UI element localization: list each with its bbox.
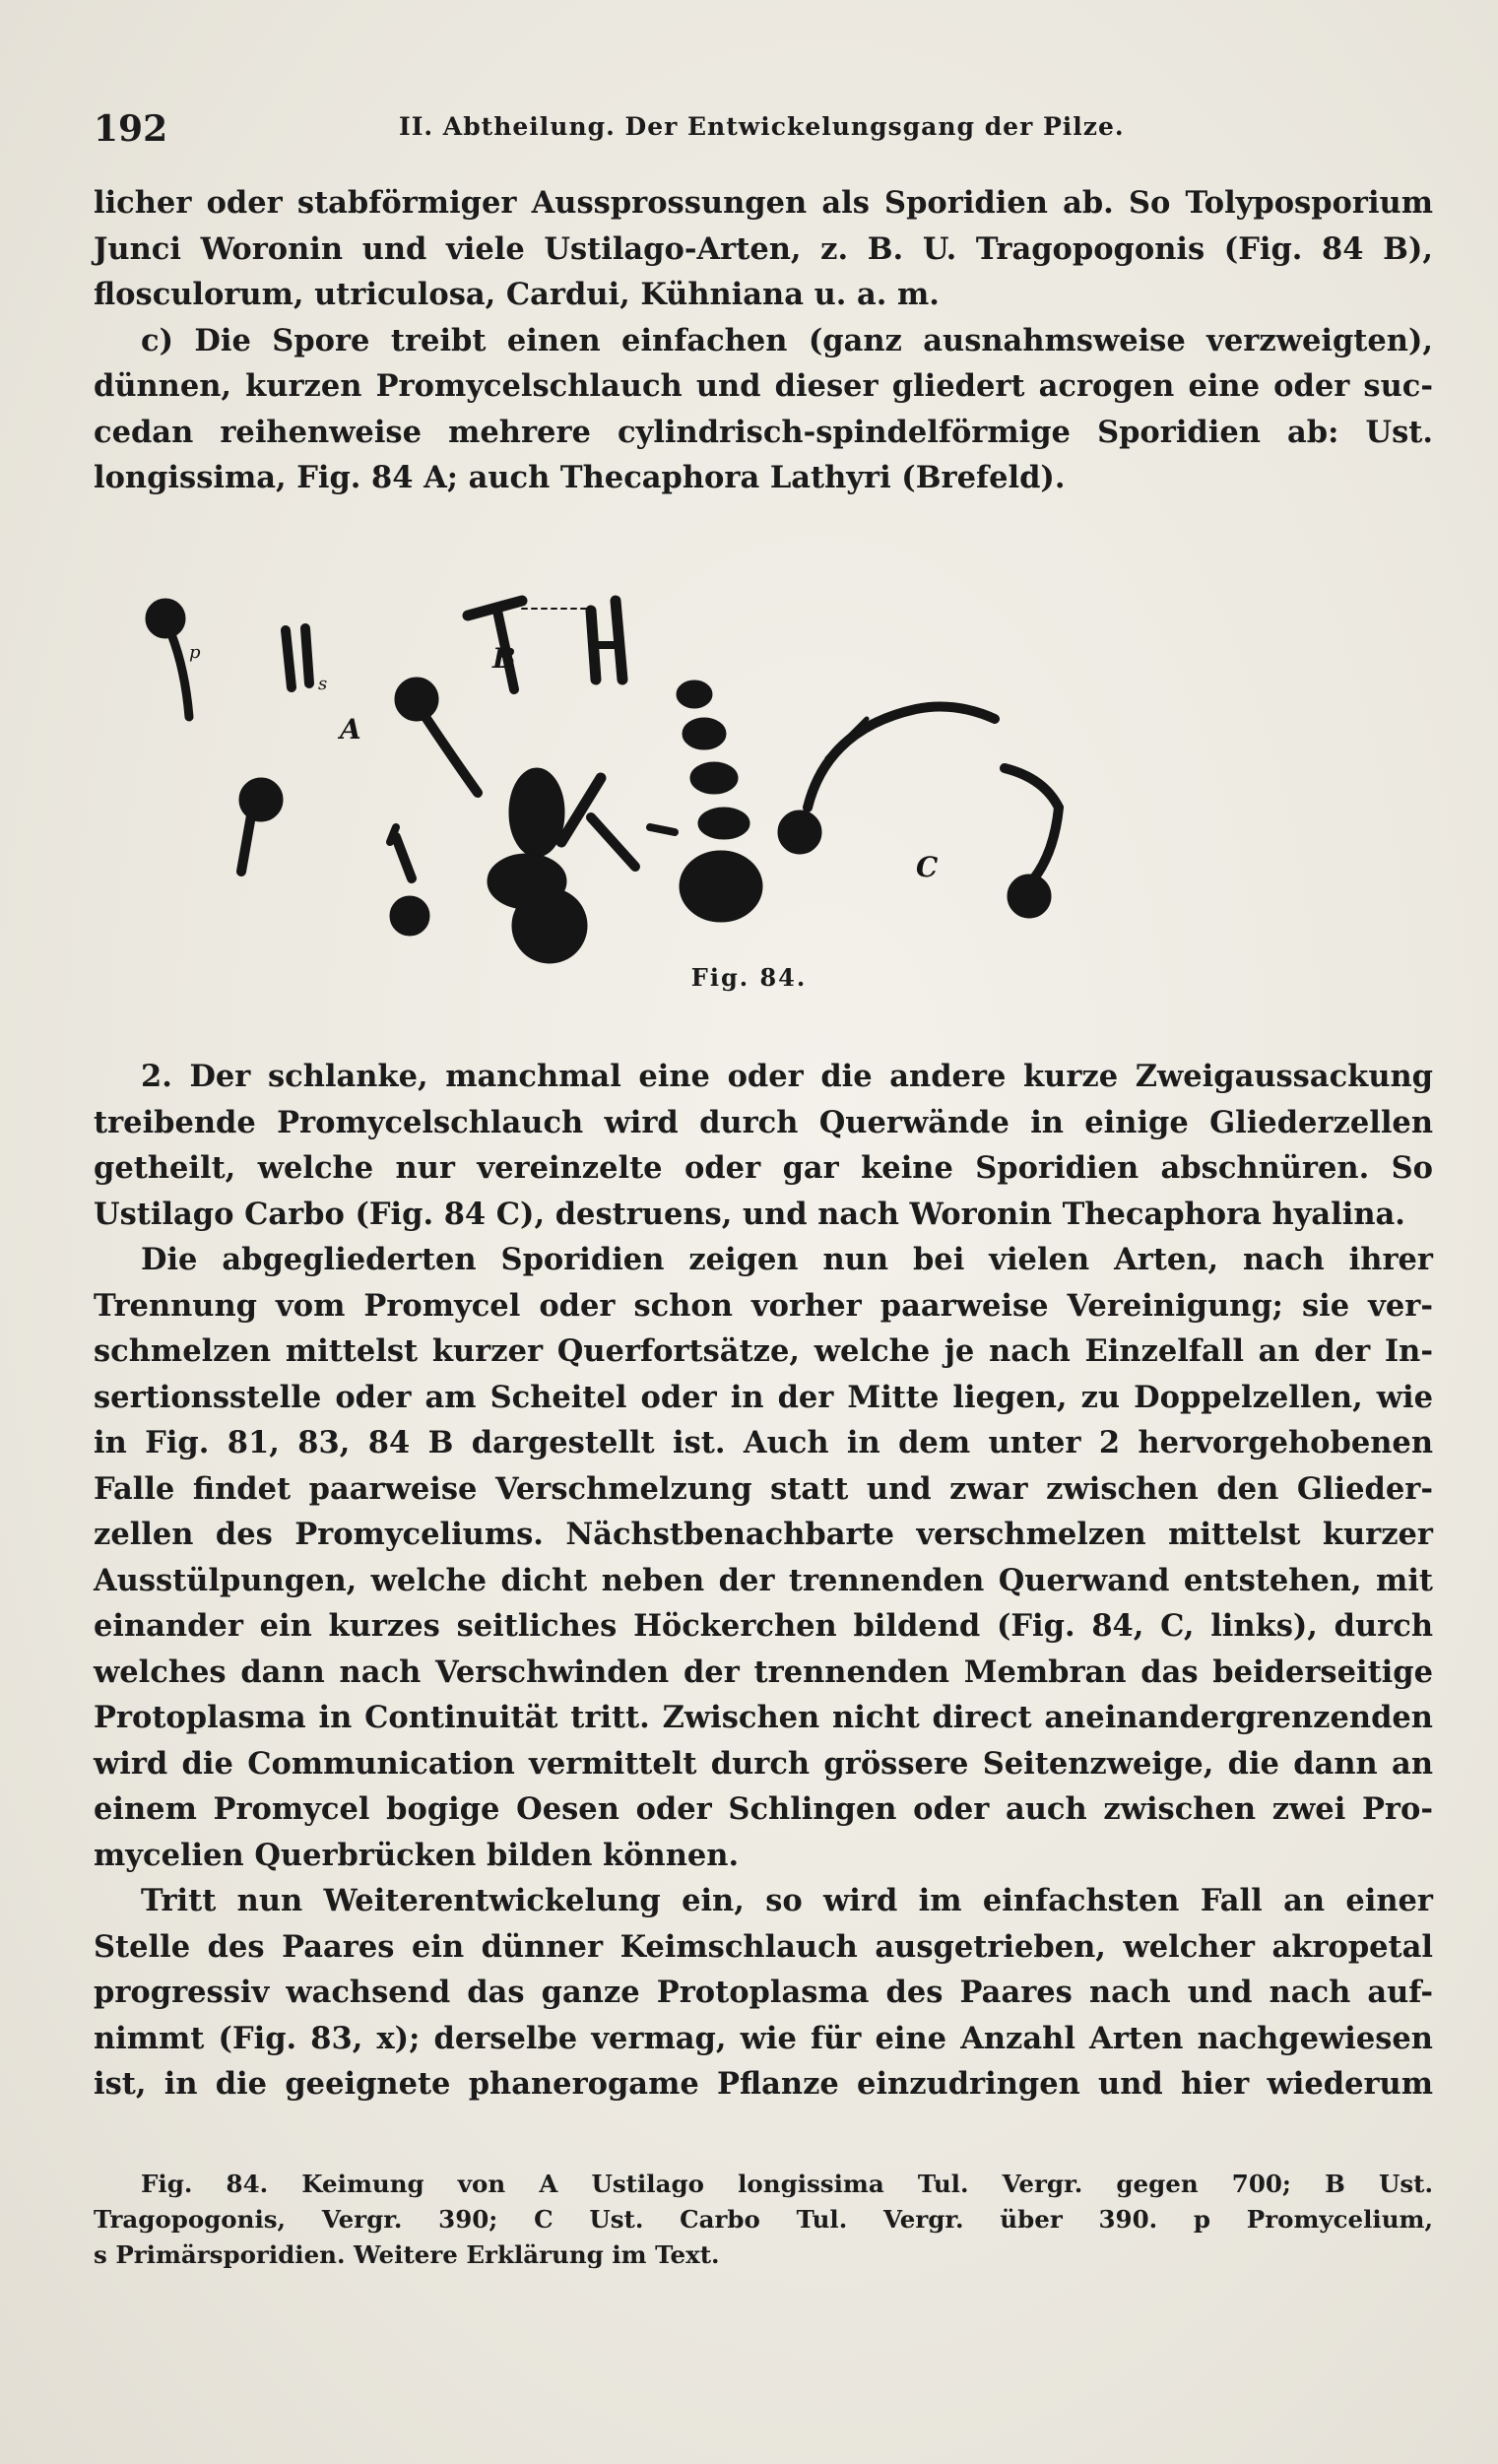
spore-a4 <box>390 896 429 936</box>
sporidium-a2 <box>305 628 309 683</box>
figure-letter-c: C <box>916 851 939 883</box>
promycel-c1 <box>808 707 995 808</box>
caption-line: Fig. 84. Keimung von A Ustilago longissima Tul. Vergr. gegen 700; B Ust. <box>141 2170 1433 2198</box>
text-line: getheilt, welche nur vereinzelte oder gar keine Sporidien abschnüren. So <box>94 1150 1433 1186</box>
promycel-a1 <box>171 634 189 717</box>
text-line: longissima, Fig. 84 A; auch Thecaphora Lathyri (Brefeld). <box>94 460 1066 495</box>
text-line: 2. Der schlanke, manchmal eine oder die andere kurze Zweigaussackung <box>141 1059 1433 1094</box>
page-number: 192 <box>94 108 168 150</box>
text-line: treibende Promycelschlauch wird durch Querwände in einige Gliederzellen <box>94 1104 1433 1140</box>
promycel-a2 <box>425 717 478 793</box>
text-line: wird die Communication vermittelt durch grössere Seitenzweige, die dann an <box>94 1745 1433 1782</box>
spore-b3 <box>680 851 762 922</box>
text-line: cedan reihenweise mehrere cylindrisch-spindelförmige Sporidien ab: Ust. <box>94 414 1433 450</box>
text-line: mycelien Querbrücken bilden können. <box>94 1837 740 1873</box>
text-line: einander ein kurzes seitliches Höckerchen bildend (Fig. 84, C, links), durch <box>94 1608 1433 1644</box>
text-line: Tritt nun Weiterentwickelung ein, so wird im einfachsten Fall an einer <box>141 1883 1433 1918</box>
figure-letter-p: p <box>189 642 201 663</box>
spore-b2 <box>512 888 587 963</box>
caption-line: s Primärsporidien. Weitere Erklärung im Text. <box>94 2240 720 2269</box>
caption-line: Tragopogonis, Vergr. 390; C Ust. Carbo Tul. Vergr. über 390. p Promycelium, <box>94 2205 1433 2234</box>
text-line: Trennung vom Promycel oder schon vorher paarweise Vereinigung; sie ver- <box>94 1287 1433 1324</box>
figure-84-illustration <box>138 591 1448 985</box>
text-line: Ausstülpungen, welche dicht neben der trennenden Querwand entstehen, mit <box>94 1562 1433 1598</box>
top-paragraphs <box>94 180 1433 501</box>
text-line: Die abgegliederten Sporidien zeigen nun bei vielen Arten, nach ihrer <box>141 1242 1433 1277</box>
figure-caption <box>94 2167 1433 2273</box>
figure-label: Fig. 84. <box>690 963 808 992</box>
spore-c2 <box>1008 875 1051 918</box>
running-head: II. Abtheilung. Der Entwickelungsgang der Pilze. <box>399 112 1125 141</box>
promycel-a3 <box>241 815 251 872</box>
text-line: Ustilago Carbo (Fig. 84 C), destruens, und nach Woronin Thecaphora hyalina. <box>94 1196 1405 1232</box>
page-header <box>94 108 1433 158</box>
figure-letter-a: A <box>340 713 361 746</box>
text-line: schmelzen mittelst kurzer Querfortsätze, welche je nach Einzelfall an der In- <box>94 1333 1433 1369</box>
text-line: c) Die Spore treibt einen einfachen (ganz ausnahmsweise verzweigten), <box>141 322 1433 358</box>
sporidium-a3 <box>396 837 412 878</box>
text-line: nimmt (Fig. 83, x); derselbe vermag, wie für eine Anzahl Arten nachgewiesen <box>94 2020 1433 2056</box>
text-line: Falle findet paarweise Verschmelzung statt und zwar zwischen den Glieder- <box>94 1470 1433 1507</box>
body-paragraphs <box>94 1054 1433 2107</box>
text-line: Junci Woronin und viele Ustilago-Arten, z. B. U. Tragopogonis (Fig. 84 B), <box>94 230 1433 267</box>
spore-a2 <box>395 678 438 721</box>
text-line: dünnen, kurzen Promycelschlauch und dieser gliedert acrogen eine oder suc- <box>94 368 1433 404</box>
text-line: progressiv wachsend das ganze Protoplasma des Paares nach und nach auf- <box>94 1975 1433 2010</box>
text-line: welches dann nach Verschwinden der trennenden Membran das beiderseitige <box>94 1653 1433 1690</box>
spore-a3 <box>239 778 283 821</box>
spore-a1 <box>146 599 185 638</box>
figure-letter-s: s <box>318 674 328 694</box>
text-line: sertionsstelle oder am Scheitel oder in der Mitte liegen, zu Doppelzellen, wie <box>94 1379 1433 1415</box>
spore-c1 <box>778 811 821 854</box>
text-line: flosculorum, utriculosa, Cardui, Kühniana u. a. m. <box>94 277 940 312</box>
text-line: ist, in die geeignete phanerogame Pflanze einzudringen und hier wiederum <box>94 2066 1433 2102</box>
promycel-c2 <box>1005 768 1059 884</box>
text-line: in Fig. 81, 83, 84 B dargestellt ist. Auch in dem unter 2 hervorgehobenen <box>94 1425 1433 1460</box>
text-line: Protoplasma in Continuität tritt. Zwischen nicht direct aneinandergrenzenden <box>94 1700 1433 1735</box>
figure-letter-b: B <box>492 642 516 675</box>
text-line: Stelle des Paares ein dünner Keimschlauch ausgetrieben, welcher akropetal <box>94 1928 1433 1965</box>
sporidium-b4 <box>616 601 622 680</box>
text-line: zellen des Promyceliums. Nächstbenachbarte verschmelzen mittelst kurzer <box>94 1517 1433 1552</box>
sporidium-a1 <box>286 630 292 687</box>
text-line: einem Promycel bogige Oesen oder Schlingen oder auch zwischen zwei Pro- <box>94 1791 1433 1827</box>
text-line: licher oder stabförmiger Aussprossungen als Sporidien ab. So Tolyposporium <box>94 185 1433 221</box>
promycel-b <box>509 768 564 857</box>
